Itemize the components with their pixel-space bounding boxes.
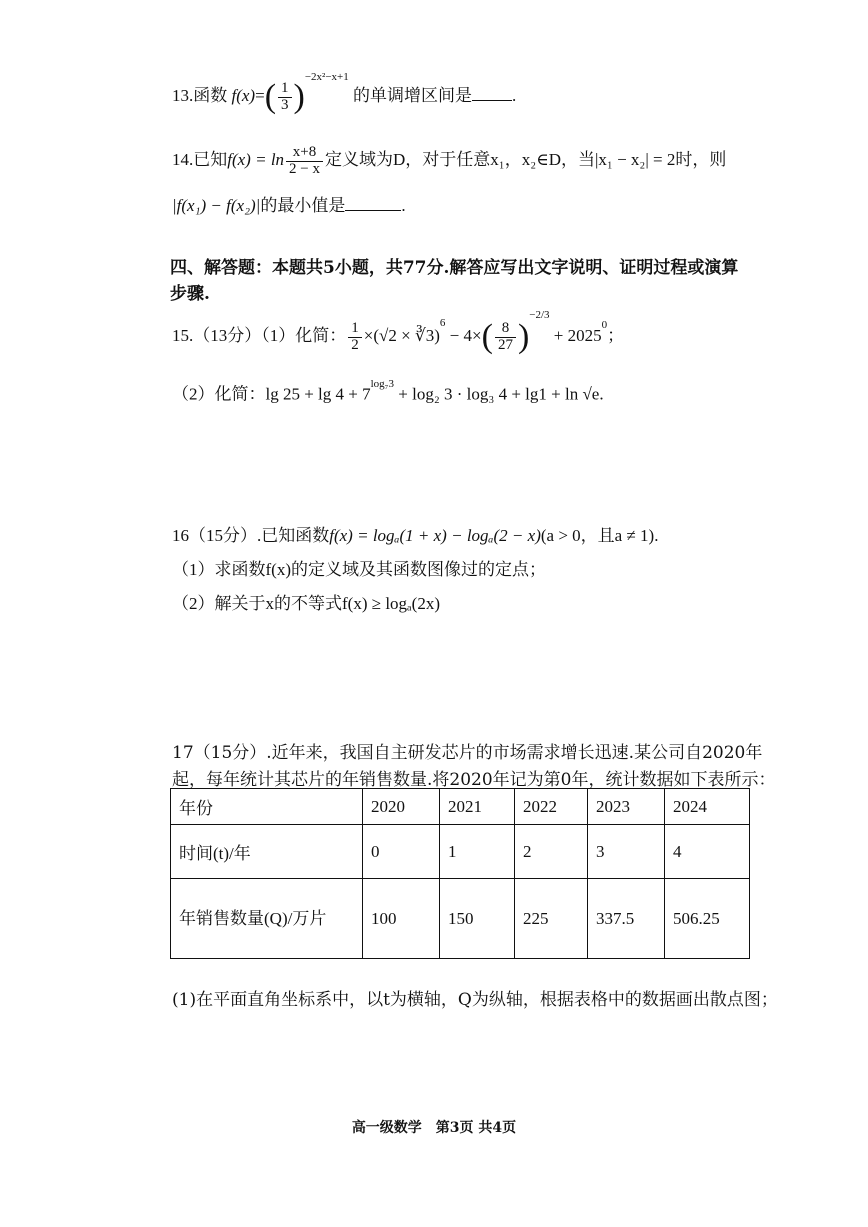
q15-label: 15.（13分）（1）化简： bbox=[172, 325, 347, 345]
q15-part2-label: （2）化简： bbox=[172, 384, 266, 404]
page-footer: 高一级数学 第3页 共4页 bbox=[351, 1120, 517, 1136]
q14-number: 14. bbox=[172, 150, 194, 170]
question-14-line2 bbox=[172, 196, 406, 216]
question-15-part1 bbox=[172, 309, 625, 355]
q13-lead: 函数 bbox=[193, 85, 228, 105]
table-row bbox=[171, 789, 750, 825]
table-cell: 2022 bbox=[515, 789, 588, 825]
q15-radicals-exp: 6 bbox=[439, 317, 446, 330]
q14-fraction bbox=[286, 145, 323, 178]
q15-frac-half bbox=[348, 321, 362, 354]
q16-expr: f(x) = logₐ(1 + x) − logₐ(2 − x) bbox=[329, 526, 541, 545]
q15-year: + 2025 bbox=[549, 325, 602, 345]
q13-number: 13. bbox=[172, 85, 194, 105]
table-cell: 2 bbox=[515, 825, 588, 879]
q15-frac2-den: 27 bbox=[497, 336, 513, 353]
q13-frac-den: 3 bbox=[281, 96, 289, 113]
q15-part2-a: lg 25 + lg 4 + 7 bbox=[265, 384, 371, 404]
q15-radicals: ×(√2 × ∛3) bbox=[363, 325, 440, 345]
q15-half-num: 1 bbox=[348, 321, 362, 338]
q14-frac-den: 2 − x bbox=[289, 160, 321, 177]
q15-part2-end: . bbox=[599, 384, 604, 404]
q13-exponent: −2x²−x+1 bbox=[304, 71, 349, 84]
table-cell: 225 bbox=[515, 879, 588, 959]
question-14 bbox=[172, 145, 726, 178]
q15-frac2-num: 8 bbox=[495, 321, 516, 338]
q14-end: . bbox=[401, 196, 406, 215]
q13-func: f(x) bbox=[231, 85, 256, 105]
q14-tail: 的最小值是 bbox=[260, 196, 346, 215]
q16-cond: (a > 0，且a ≠ 1). bbox=[540, 526, 659, 545]
q14-mid: 定义域为D，对于任意x₁，x₂∈D，当|x₁ − x₂| = 2时，则 bbox=[325, 150, 727, 170]
q15-half-den: 2 bbox=[351, 336, 359, 353]
q16-part2: （2）解关于x的不等式f(x) ≥ logₐ(2x) bbox=[172, 594, 441, 613]
question-16 bbox=[172, 526, 658, 546]
q15-part2-b: + log₂ 3 · log₃ 4 + lg1 + ln √e bbox=[394, 384, 600, 404]
table-row bbox=[171, 825, 750, 879]
q15-rparen: ) bbox=[517, 318, 530, 355]
question-13 bbox=[172, 71, 517, 115]
q13-rparen: ) bbox=[293, 78, 305, 115]
q15-part2-a-exp: log₇3 bbox=[370, 378, 395, 390]
q15-year-exp: 0 bbox=[601, 319, 608, 332]
table-cell: 506.25 bbox=[665, 879, 750, 959]
q13-eq: = bbox=[255, 85, 265, 105]
q13-frac-num: 1 bbox=[278, 81, 292, 98]
question-15-part2 bbox=[172, 378, 604, 405]
table-cell: 150 bbox=[440, 879, 515, 959]
q14-func: f(x) = ln bbox=[227, 150, 285, 170]
table-cell: 2023 bbox=[588, 789, 665, 825]
q17-line2: 起，每年统计其芯片的年销售数量.将2020年记为第0年，统计数据如下表所示： bbox=[172, 770, 776, 790]
q15-minus-four: − 4× bbox=[445, 325, 482, 345]
table-cell: 2024 bbox=[665, 789, 750, 825]
section-4-line2: 步骤. bbox=[170, 284, 210, 305]
table-row-header: 年销售数量(Q)/万片 bbox=[171, 879, 363, 959]
table-cell: 3 bbox=[588, 825, 665, 879]
table-row bbox=[171, 879, 750, 959]
q17-part1: (1)在平面直角坐标系中，以t为横轴，Q为纵轴，根据表格中的数据画出散点图； bbox=[172, 990, 778, 1010]
q15-lparen: ( bbox=[481, 318, 493, 355]
q17-line1: 17（15分）.近年来，我国自主研发芯片的市场需求增长迅速.某公司自2020年 bbox=[172, 743, 763, 763]
q15-frac-827 bbox=[495, 321, 516, 354]
q14-expr: |f(x₁) − f(x₂)| bbox=[172, 196, 261, 215]
q16-part1: （1）求函数f(x)的定义域及其函数图像过的定点； bbox=[172, 560, 546, 579]
q14-answer-blank bbox=[345, 209, 401, 211]
table-cell: 4 bbox=[665, 825, 750, 879]
q15-part1-end: ； bbox=[607, 325, 625, 345]
table-cell: 1 bbox=[440, 825, 515, 879]
q15-frac-exp: −2/3 bbox=[529, 309, 550, 322]
q14-lead: 已知 bbox=[193, 150, 228, 170]
table-row-header: 时间(t)/年 bbox=[171, 825, 363, 879]
section-4-line1: 四、解答题：本题共5小题，共77分.解答应写出文字说明、证明过程或演算 bbox=[170, 258, 739, 278]
q13-answer-blank bbox=[472, 99, 512, 101]
table-row-header: 年份 bbox=[171, 789, 363, 825]
section-4-heading bbox=[170, 258, 738, 305]
q13-tail: 的单调增区间是 bbox=[353, 85, 473, 105]
table-cell: 0 bbox=[363, 825, 440, 879]
q16-label: 16（15分）.已知函数 bbox=[172, 526, 330, 545]
q13-fraction bbox=[278, 81, 292, 114]
table-cell: 337.5 bbox=[588, 879, 665, 959]
sales-table-body bbox=[171, 789, 750, 959]
q13-end: . bbox=[512, 85, 517, 105]
table-cell: 2020 bbox=[363, 789, 440, 825]
q13-lparen: ( bbox=[264, 78, 277, 115]
table-cell: 2021 bbox=[440, 789, 515, 825]
q14-frac-num: x+8 bbox=[286, 145, 323, 162]
table-cell: 100 bbox=[363, 879, 440, 959]
sales-table bbox=[170, 788, 750, 959]
